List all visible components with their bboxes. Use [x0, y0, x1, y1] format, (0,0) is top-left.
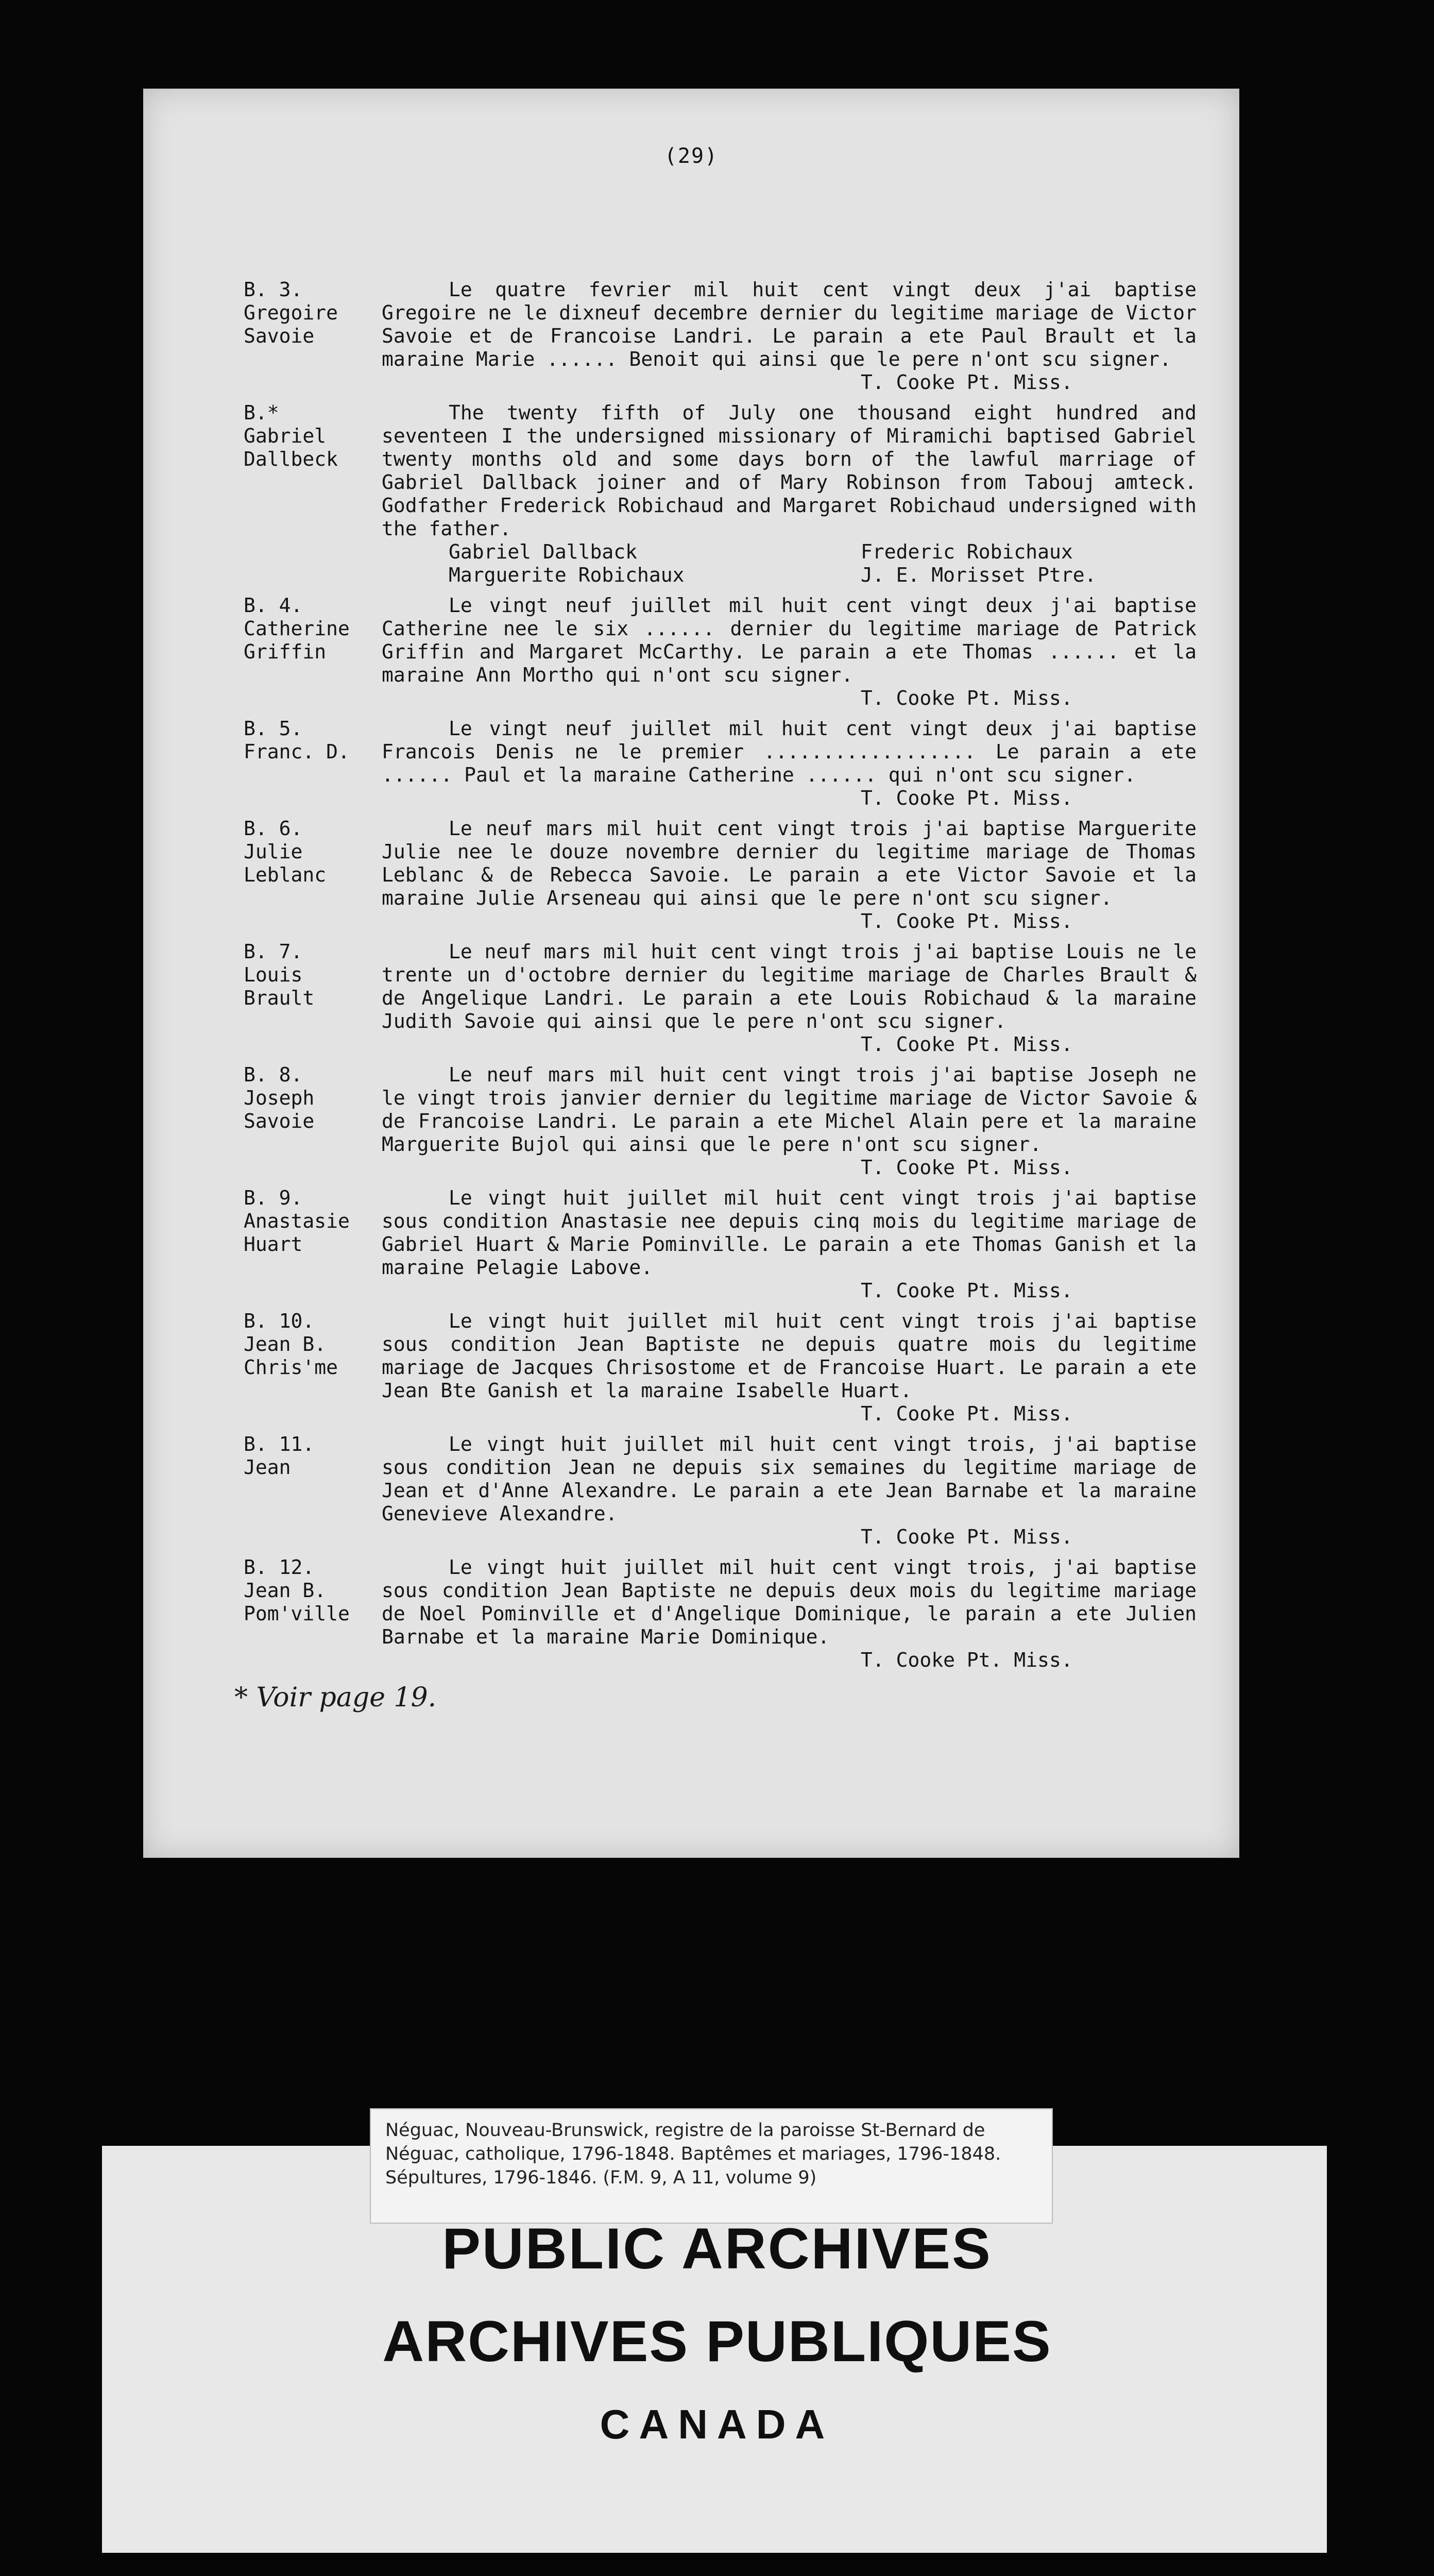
- page-number: (29): [664, 144, 719, 168]
- entry-b8: [244, 1063, 1197, 1179]
- entry-body: [382, 817, 1197, 933]
- entry-body: [382, 1187, 1197, 1302]
- signature: T. Cooke Pt. Miss.: [861, 1402, 1073, 1425]
- signature: T. Cooke Pt. Miss.: [861, 371, 1073, 394]
- signature: T. Cooke Pt. Miss.: [861, 1649, 1073, 1671]
- signature: T. Cooke Pt. Miss.: [861, 910, 1073, 933]
- signature-left: Gabriel Dallback: [449, 540, 638, 563]
- handwritten-note: * Voir page 19.: [234, 1682, 437, 1713]
- entry-label: B.* Gabriel Dallbeck: [244, 401, 338, 470]
- entry-text: Le neuf mars mil huit cent vingt trois j'ai baptise Louis ne le trente un d'octobre dernier du legitime mariage de Charles Brault & de Angelique Landri. Le parain a ete Louis Robichaud & la maraine Judith Savoie qui ainsi que le pere n'ont scu signer.: [382, 940, 1197, 1032]
- entry-b9: [244, 1187, 1197, 1302]
- entry-body: [382, 1063, 1197, 1179]
- entry-body: [382, 940, 1197, 1056]
- entry-body: [382, 1556, 1197, 1672]
- entry-text: Le vingt huit juillet mil huit cent vingt trois, j'ai baptise sous condition Jean ne depuis six semaines du legitime mariage de Jean et d'Anne Alexandre. Le parain a ete Jean Barnabe et la maraine Genevieve Alexandre.: [382, 1433, 1197, 1525]
- entry-text: Le vingt huit juillet mil huit cent vingt trois j'ai baptise sous condition Anastasie nee depuis cinq mois du legitime mariage de Gabriel Huart & Marie Pominville. Le parain a ete Thomas Ganish et la maraine Pelagie Labove.: [382, 1187, 1197, 1279]
- entry-label: B. 10. Jean B. Chris'me: [244, 1310, 338, 1379]
- entry-text: Le vingt neuf juillet mil huit cent vingt deux j'ai baptise Catherine nee le six ...... dernier du legitime mariage de Patrick Griffin and Margaret McCarthy. Le parain a ete Thomas ...... et la maraine Ann Mortho qui n'ont scu signer.: [382, 594, 1197, 686]
- signature: T. Cooke Pt. Miss.: [861, 787, 1073, 809]
- register-page: [143, 89, 1239, 1858]
- entry-gabriel: [244, 401, 1197, 587]
- entry-body: [382, 278, 1197, 394]
- entry-text: The twenty fifth of July one thousand eight hundred and seventeen I the undersigned missionary of Miramichi baptised Gabriel twenty months old and some days born of the lawful marriage of Gabriel Dallback joiner and of Mary Robinson from Tabouj amteck. Godfather Frederick Robichaud and Margaret Robichaud undersigned with the father.: [382, 401, 1197, 540]
- signature: T. Cooke Pt. Miss.: [861, 1033, 1073, 1056]
- signature-right: Frederic Robichaux: [861, 540, 1073, 563]
- signature-left: Marguerite Robichaux: [449, 564, 685, 586]
- entry-body: [382, 1310, 1197, 1426]
- archive-title-en: PUBLIC ARCHIVES: [442, 2216, 992, 2281]
- entry-text: Le neuf mars mil huit cent vingt trois j'ai baptise Joseph ne le vingt trois janvier dernier du legitime mariage de Victor Savoie & de Francoise Landri. Le parain a ete Michel Alain pere et la maraine Marguerite Bujol qui ainsi que le pere n'ont scu signer.: [382, 1063, 1197, 1156]
- entry-body: [382, 401, 1197, 587]
- entry-label: B. 11. Jean: [244, 1433, 315, 1479]
- entry-b4: [244, 594, 1197, 710]
- entry-body: [382, 1433, 1197, 1549]
- entry-text: Le vingt neuf juillet mil huit cent vingt deux j'ai baptise Francois Denis ne le premier .................. Le parain a ete ...... Paul et la maraine Catherine ...... qui n'ont scu signer.: [382, 717, 1197, 786]
- archive-title-fr: ARCHIVES PUBLIQUES: [382, 2309, 1052, 2374]
- signature: T. Cooke Pt. Miss.: [861, 1526, 1073, 1548]
- entry-text: Le vingt huit juillet mil huit cent vingt trois j'ai baptise sous condition Jean Baptiste ne depuis quatre mois du legitime mariage de Jacques Chrisostome et de Francoise Huart. Le parain a ete Jean Bte Ganish et la maraine Isabelle Huart.: [382, 1310, 1197, 1402]
- signature: T. Cooke Pt. Miss.: [861, 1156, 1073, 1179]
- entry-body: [382, 594, 1197, 710]
- entry-text: Le vingt huit juillet mil huit cent vingt trois, j'ai baptise sous condition Jean Baptiste ne depuis deux mois du legitime mariage de Noel Pominville et d'Angelique Dominique, le parain a ete Julien Barnabe et la maraine Marie Dominique.: [382, 1556, 1197, 1648]
- entry-label: B. 6. Julie Leblanc: [244, 817, 327, 886]
- entry-b7: [244, 940, 1197, 1056]
- entry-label: B. 7. Louis Brault: [244, 940, 315, 1009]
- signature: T. Cooke Pt. Miss.: [861, 1279, 1073, 1302]
- signature-row: [382, 564, 1197, 587]
- entry-b6: [244, 817, 1197, 933]
- entry-b5: [244, 717, 1197, 810]
- entry-text: Le neuf mars mil huit cent vingt trois j'ai baptise Marguerite Julie nee le douze novembre dernier du legitime mariage de Thomas Leblanc & de Rebecca Savoie. Le parain a ete Victor Savoie et la maraine Julie Arseneau qui ainsi que le pere n'ont scu signer.: [382, 817, 1197, 909]
- archive-tag: Néguac, Nouveau-Brunswick, registre de la paroisse St-Bernard de Néguac, catholique, 1796-1848. Baptêmes et mariages, 1796-1848. Sépultures, 1796-1846. (F.M. 9, A 11, volume 9): [370, 2108, 1053, 2224]
- baptism-entries: [244, 278, 1197, 1679]
- entry-text: Le quatre fevrier mil huit cent vingt deux j'ai baptise Gregoire ne le dixneuf decembre dernier du legitime mariage de Victor Savoie et de Francoise Landri. Le parain a ete Paul Brault et la maraine Marie ...... Benoit qui ainsi que le pere n'ont scu signer.: [382, 278, 1197, 370]
- entry-label: B. 3. Gregoire Savoie: [244, 278, 338, 347]
- archive-country: CANADA: [600, 2401, 834, 2447]
- entry-label: B. 9. Anastasie Huart: [244, 1187, 350, 1256]
- signature: T. Cooke Pt. Miss.: [861, 687, 1073, 709]
- signature-right: J. E. Morisset Ptre.: [861, 564, 1097, 586]
- entry-b3: [244, 278, 1197, 394]
- entry-label: B. 8. Joseph Savoie: [244, 1063, 315, 1132]
- signature-row: [382, 540, 1197, 564]
- entry-b10: [244, 1310, 1197, 1426]
- entry-b11: [244, 1433, 1197, 1549]
- entry-b12: [244, 1556, 1197, 1672]
- entry-label: B. 12. Jean B. Pom'ville: [244, 1556, 350, 1625]
- entry-label: B. 5. Franc. D.: [244, 717, 350, 763]
- entry-label: B. 4. Catherine Griffin: [244, 594, 350, 663]
- entry-body: [382, 717, 1197, 810]
